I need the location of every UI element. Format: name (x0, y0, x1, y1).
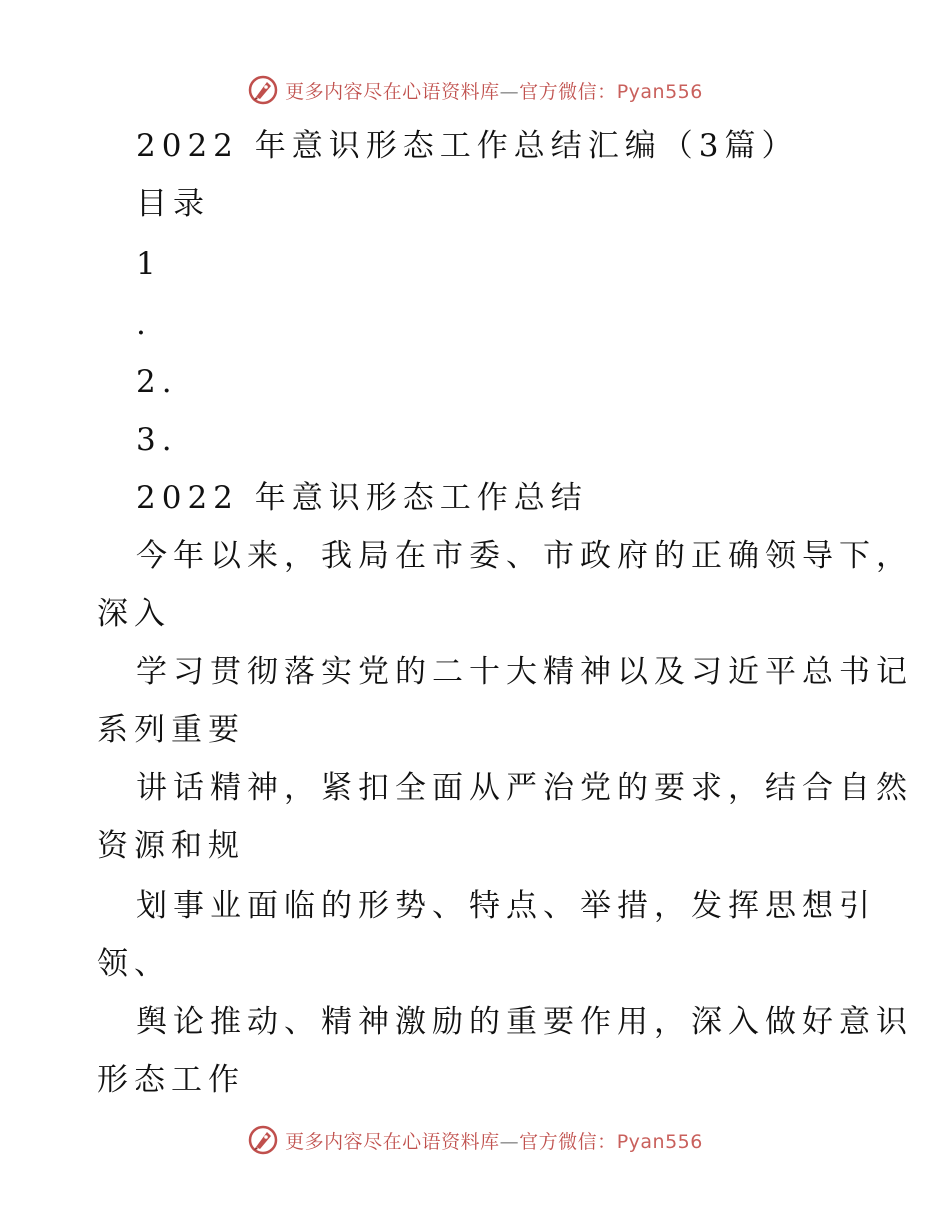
paragraph-line: 形态工作 (97, 1062, 245, 1098)
paragraph-line: 学习贯彻落实党的二十大精神以及习近平总书记 (136, 654, 913, 690)
watermark-footer (0, 1122, 950, 1158)
toc-heading: 目录 (136, 186, 210, 222)
watermark-text (285, 1127, 703, 1154)
paragraph-line: 深入 (97, 596, 171, 632)
paragraph-line: 系列重要 (97, 712, 245, 748)
toc-item-3: 2. (136, 364, 178, 400)
watermark-handle: Pyan556 (616, 1130, 703, 1153)
watermark-separator: — (499, 80, 520, 103)
document-title: 2022 年意识形态工作总结汇编（3篇） (136, 128, 799, 164)
watermark-suffix-text: 官方微信： (519, 80, 617, 103)
watermark-separator: — (499, 1130, 520, 1153)
watermark-main-text: 更多内容尽在心语资料库 (285, 1130, 500, 1153)
watermark-text (285, 77, 703, 104)
toc-item-4: 3. (136, 422, 178, 458)
paragraph-line: 舆论推动、精神激励的重要作用，深入做好意识 (136, 1004, 913, 1040)
toc-item-1: 1 (136, 246, 162, 282)
paragraph-line: 划事业面临的形势、特点、举措，发挥思想引 (136, 888, 876, 924)
toc-item-2: . (136, 306, 152, 342)
paragraph-line: 今年以来，我局在市委、市政府的正确领导下， (136, 538, 913, 574)
pen-nib-logo-icon (247, 74, 279, 106)
watermark-main-text: 更多内容尽在心语资料库 (285, 80, 500, 103)
section-title: 2022 年意识形态工作总结 (136, 480, 588, 516)
pen-nib-logo-icon (247, 1124, 279, 1156)
watermark-header (0, 72, 950, 108)
paragraph-line: 资源和规 (97, 828, 245, 864)
watermark-handle: Pyan556 (616, 80, 703, 103)
paragraph-line: 讲话精神，紧扣全面从严治党的要求，结合自然 (136, 770, 913, 806)
watermark-suffix-text: 官方微信： (519, 1130, 617, 1153)
paragraph-line: 领、 (97, 946, 171, 982)
